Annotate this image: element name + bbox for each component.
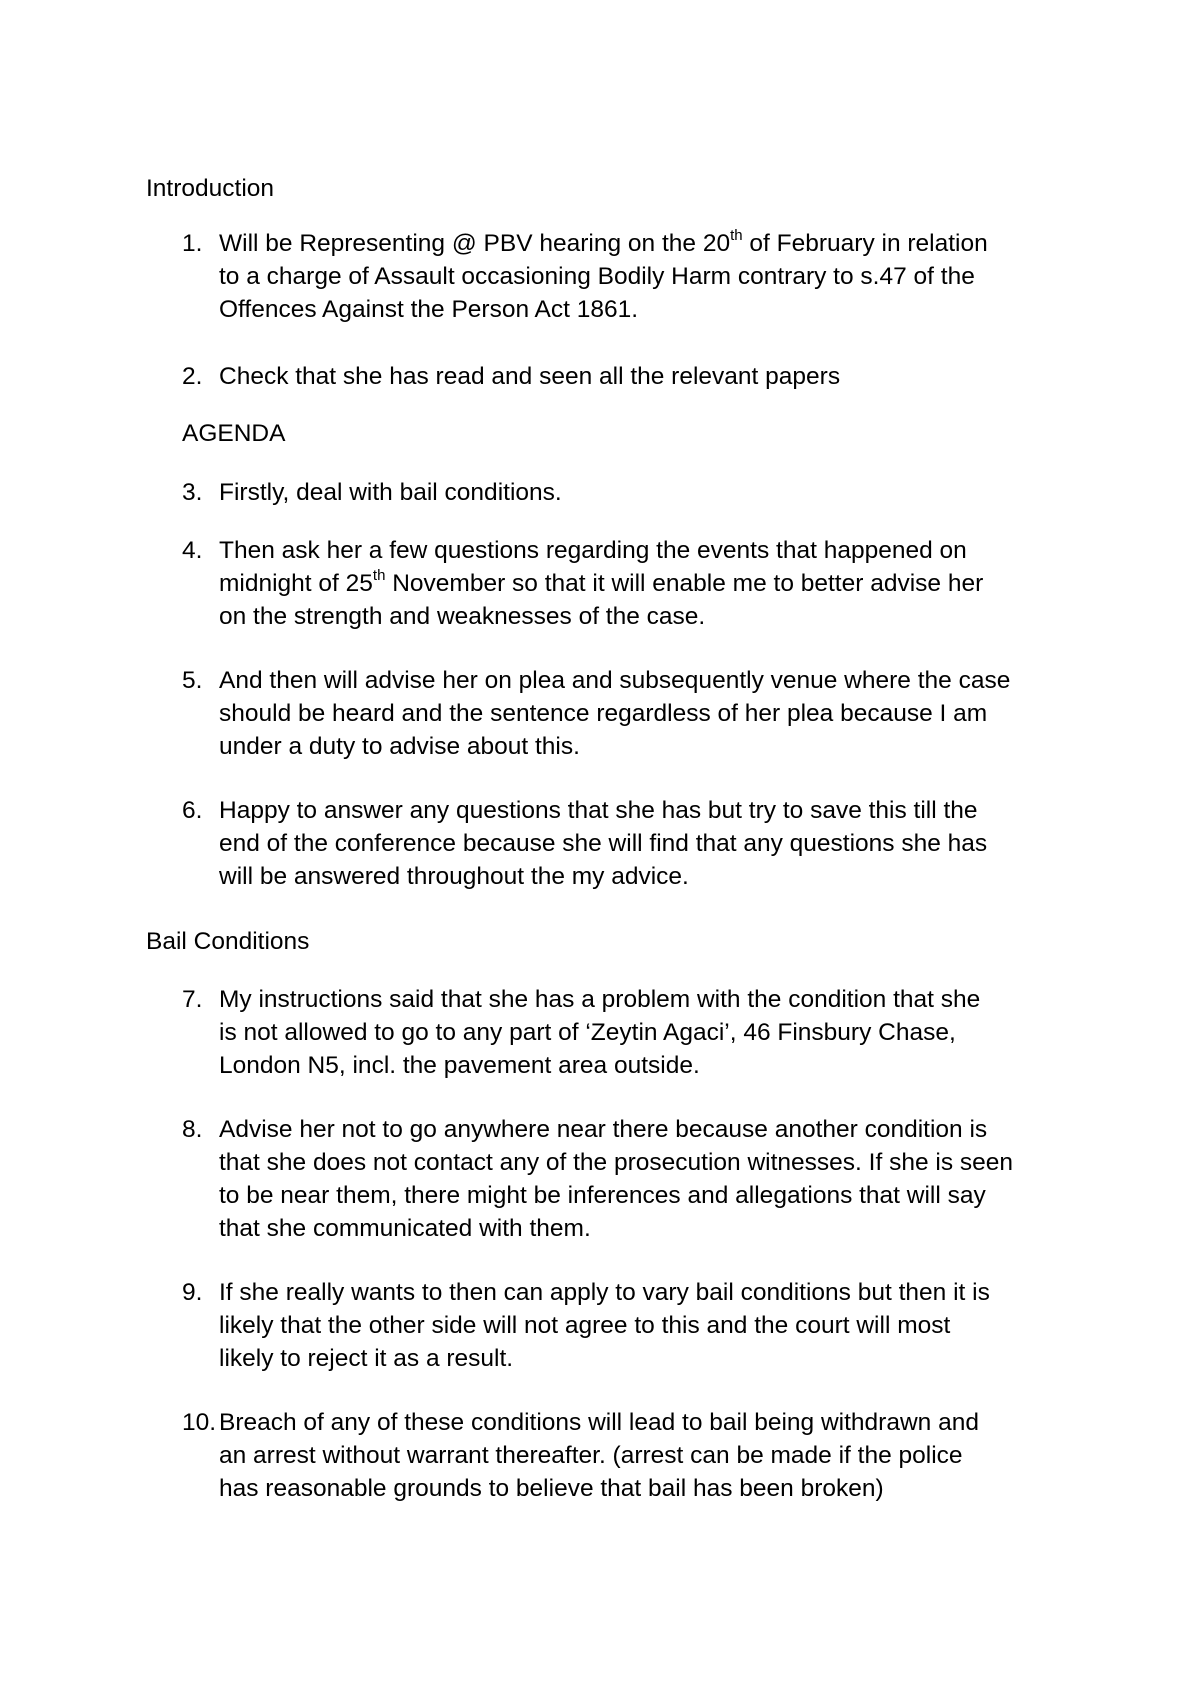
item-line: that she does not contact any of the prosecution witnesses. If she is seen [219,1149,1014,1176]
item-line: Breach of any of these conditions will lead to bail being withdrawn and [219,1409,979,1436]
item-line: London N5, incl. the pavement area outside. [219,1052,700,1079]
item-line: Happy to answer any questions that she has but try to save this till the [219,797,978,824]
item-line: Will be Representing @ PBV hearing on the 20th of February in relation [219,226,988,257]
item-line: to be near them, there might be inferences and allegations that will say [219,1182,986,1209]
item-line: under a duty to advise about this. [219,733,580,760]
item-number: 8. [182,1116,203,1143]
heading-introduction: Introduction [146,175,275,202]
item-line: likely to reject it as a result. [219,1345,514,1372]
item-line: Offences Against the Person Act 1861. [219,296,639,323]
item-line: My instructions said that she has a problem with the condition that she [219,986,981,1013]
item-number: 7. [182,986,203,1013]
item-number: 2. [182,363,203,390]
item-line: If she really wants to then can apply to vary bail conditions but then it is [219,1279,990,1306]
item-line: Then ask her a few questions regarding the events that happened on [219,537,967,564]
item-number: 6. [182,797,203,824]
item-line: is not allowed to go to any part of ‘Zeytin Agaci’, 46 Finsbury Chase, [219,1019,956,1046]
item-number: 10. [182,1409,217,1436]
item-line: an arrest without warrant thereafter. (arrest can be made if the police [219,1442,963,1469]
item-line: to a charge of Assault occasioning Bodily Harm contrary to s.47 of the [219,263,975,290]
item-line: Check that she has read and seen all the relevant papers [219,363,841,390]
item-number: 3. [182,479,203,506]
item-line: Firstly, deal with bail conditions. [219,479,562,506]
item-number: 9. [182,1279,203,1306]
heading-bail-conditions: Bail Conditions [146,928,310,955]
item-line: that she communicated with them. [219,1215,591,1242]
item-line: And then will advise her on plea and subsequently venue where the case [219,667,1011,694]
item-line: on the strength and weaknesses of the case. [219,603,706,630]
item-number: 5. [182,667,203,694]
item-line: has reasonable grounds to believe that bail has been broken) [219,1475,884,1502]
heading-agenda: AGENDA [182,420,286,447]
item-line: midnight of 25th November so that it will enable me to better advise her [219,566,984,597]
item-line: likely that the other side will not agree to this and the court will most [219,1312,951,1339]
item-line: end of the conference because she will find that any questions she has [219,830,988,857]
item-number: 4. [182,537,203,564]
item-line: should be heard and the sentence regardless of her plea because I am [219,700,988,727]
item-number: 1. [182,230,203,257]
item-line: Advise her not to go anywhere near there because another condition is [219,1116,988,1143]
item-line: will be answered throughout the my advice. [219,863,689,890]
